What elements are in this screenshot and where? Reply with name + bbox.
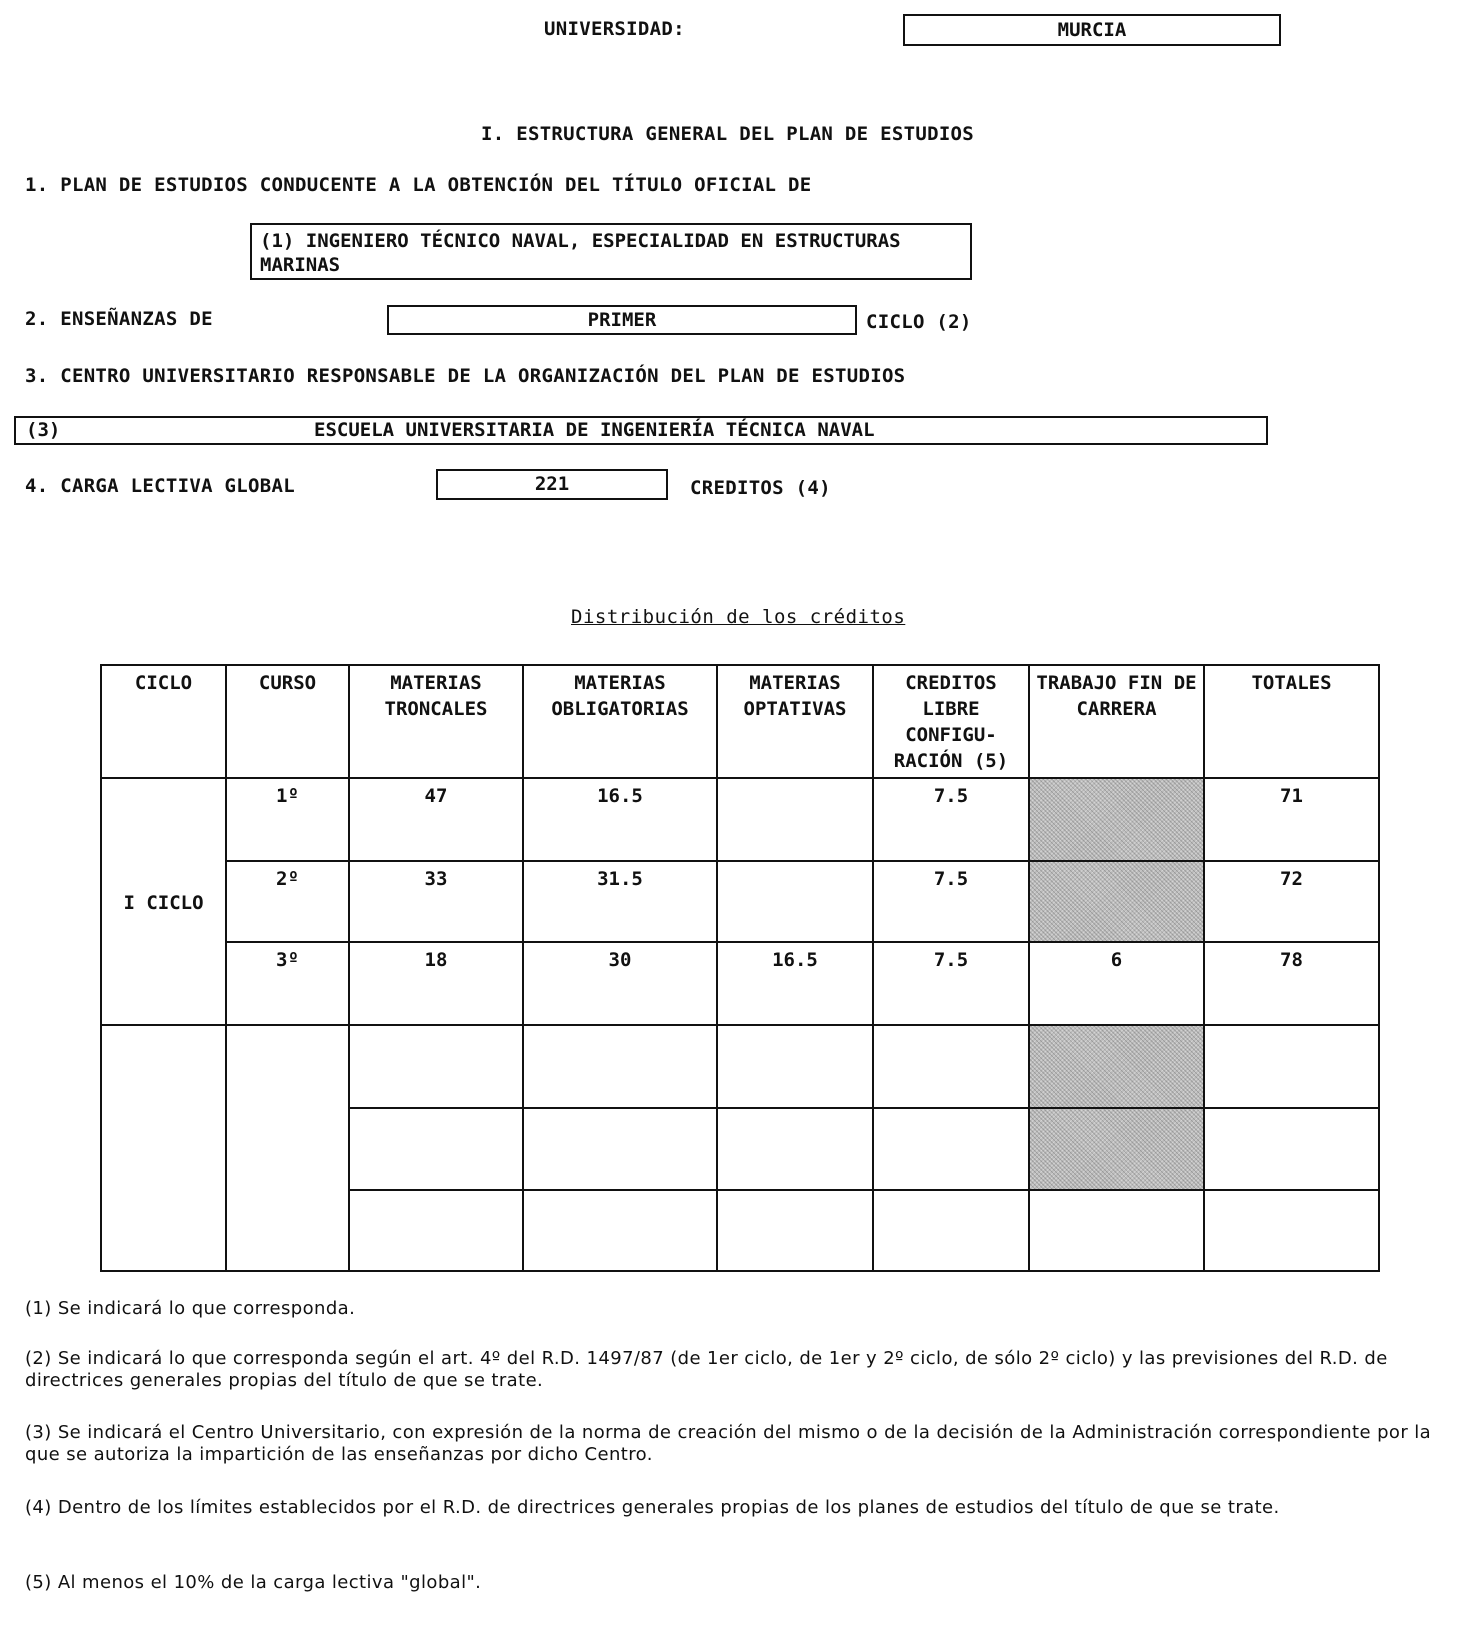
troncales-cell: 47 [349, 778, 523, 861]
table-row [101, 861, 1379, 943]
empty-cell [1029, 1190, 1204, 1271]
libre-cell: 7.5 [873, 778, 1029, 861]
empty-cell [349, 1025, 523, 1108]
totales-cell: 71 [1204, 778, 1379, 861]
curso-cell: 3º [226, 942, 349, 1025]
centro-prefix: (3) [26, 419, 61, 441]
totales-cell: 78 [1204, 942, 1379, 1025]
titulo-line2: MARINAS [260, 254, 341, 276]
troncales-cell: 18 [349, 942, 523, 1025]
curso-cell: 1º [226, 778, 349, 861]
header-curso: CURSO [226, 665, 349, 778]
empty-cell [1204, 1190, 1379, 1271]
universidad-field: MURCIA [903, 14, 1281, 46]
header-totales: TOTALES [1204, 665, 1379, 778]
empty-cell [349, 1190, 523, 1271]
libre-cell: 7.5 [873, 861, 1029, 943]
empty-cell [717, 1190, 873, 1271]
curso-cell: 2º [226, 861, 349, 943]
empty-ciclo-cell [101, 1025, 226, 1271]
empty-cell [873, 1190, 1029, 1271]
header-optativas: MATERIAS OPTATIVAS [717, 665, 873, 778]
empty-shaded-cell [1029, 1108, 1204, 1190]
footnote-3: (3) Se indicará el Centro Universitario, con expresión de la norma de creación del mismo o de la decisión de la Administración correspondiente por la que se autoriza la impartición de las enseñanzas por dicho Centro. [25, 1422, 1432, 1465]
obligatorias-cell: 16.5 [523, 778, 717, 861]
obligatorias-cell: 30 [523, 942, 717, 1025]
troncales-cell: 33 [349, 861, 523, 943]
footnote-1: (1) Se indicará lo que corresponda. [25, 1298, 356, 1319]
carga-field: 221 [436, 469, 668, 500]
footnote-4: (4) Dentro de los límites establecidos por el R.D. de directrices generales propias de los planes de estudios del título de que se trate. [25, 1497, 1280, 1518]
optativas-cell: 16.5 [717, 942, 873, 1025]
credits-table [100, 664, 1380, 1272]
footnote-2: (2) Se indicará lo que corresponda según el art. 4º del R.D. 1497/87 (de 1er ciclo, de 1er y 2º ciclo, de sólo 2º ciclo) y las previsiones del R.D. de directrices generales propias del título de que se trate. [25, 1348, 1388, 1391]
table-row [101, 778, 1379, 861]
header-libre: CREDITOS LIBRE CONFIGU- RACIÓN (5) [873, 665, 1029, 778]
empty-curso-cell [226, 1025, 349, 1271]
item2-label: 2. ENSEÑANZAS DE [25, 308, 213, 330]
item2-suffix: CICLO (2) [866, 311, 972, 333]
header-trabajo: TRABAJO FIN DE CARRERA [1029, 665, 1204, 778]
trabajo-cell-shaded [1029, 861, 1204, 943]
item3-label: 3. CENTRO UNIVERSITARIO RESPONSABLE DE LA ORGANIZACIÓN DEL PLAN DE ESTUDIOS [25, 365, 906, 387]
centro-field [14, 416, 1268, 445]
ciclo-cell: I CICLO [101, 778, 226, 1026]
footnote-5: (5) Al menos el 10% de la carga lectiva "global". [25, 1572, 482, 1593]
empty-cell [523, 1108, 717, 1190]
empty-cell [523, 1025, 717, 1108]
table-row [101, 942, 1379, 1025]
header-ciclo: CICLO [101, 665, 226, 778]
obligatorias-cell: 31.5 [523, 861, 717, 943]
empty-row [101, 1025, 1379, 1108]
optativas-cell [717, 861, 873, 943]
optativas-cell [717, 778, 873, 861]
libre-cell: 7.5 [873, 942, 1029, 1025]
empty-shaded-cell [1029, 1025, 1204, 1108]
empty-cell [873, 1108, 1029, 1190]
item4-label: 4. CARGA LECTIVA GLOBAL [25, 475, 295, 497]
empty-cell [1204, 1108, 1379, 1190]
centro-value: ESCUELA UNIVERSITARIA DE INGENIERÍA TÉCNICA NAVAL [314, 419, 875, 441]
empty-cell [349, 1108, 523, 1190]
section-title: I. ESTRUCTURA GENERAL DEL PLAN DE ESTUDIOS [481, 123, 975, 145]
universidad-label: UNIVERSIDAD: [544, 18, 685, 40]
item1-label: 1. PLAN DE ESTUDIOS CONDUCENTE A LA OBTENCIÓN DEL TÍTULO OFICIAL DE [25, 174, 812, 196]
table-header-row [101, 665, 1379, 778]
table-title: Distribución de los créditos [571, 606, 906, 628]
header-troncales: MATERIAS TRONCALES [349, 665, 523, 778]
titulo-field [250, 223, 972, 280]
empty-cell [717, 1108, 873, 1190]
empty-cell [1204, 1025, 1379, 1108]
titulo-line1: (1) INGENIERO TÉCNICO NAVAL, ESPECIALIDAD EN ESTRUCTURAS [260, 230, 901, 252]
trabajo-cell-shaded [1029, 778, 1204, 861]
empty-cell [717, 1025, 873, 1108]
item4-suffix: CREDITOS (4) [690, 477, 831, 499]
empty-cell [873, 1025, 1029, 1108]
totales-cell: 72 [1204, 861, 1379, 943]
header-obligatorias: MATERIAS OBLIGATORIAS [523, 665, 717, 778]
trabajo-cell: 6 [1029, 942, 1204, 1025]
ensenanzas-field: PRIMER [387, 305, 857, 335]
empty-cell [523, 1190, 717, 1271]
